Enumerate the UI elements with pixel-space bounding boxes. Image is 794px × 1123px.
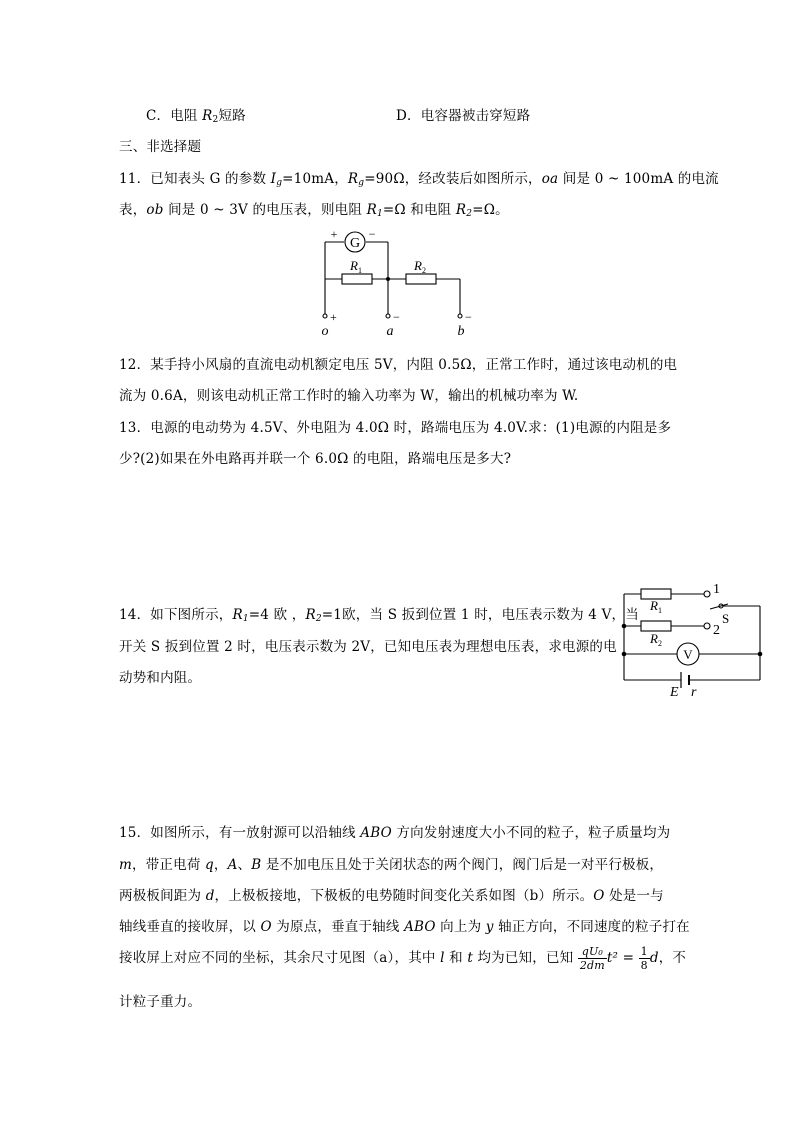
q13-line-2: 少?(2)如果在外电路再并联一个 6.0Ω 的电阻，路端电压是多大? <box>119 451 512 467</box>
section-title: 三、非选择题 <box>119 139 202 155</box>
switch-label: S <box>722 611 730 626</box>
q14-circuit-diagram <box>614 578 774 698</box>
galvanometer-label: G <box>349 236 361 251</box>
option-d: D．电容器被击穿短路 <box>396 108 531 124</box>
q14-line-3: 动势和内阻。 <box>119 670 202 686</box>
r2-label: $R_2$ <box>414 258 426 275</box>
q15-line-5: 接收屏上对应不同的坐标，其余尺寸见图（a），其中 l 和 t 均为已知，已知 $\frac{\text{qU₀}}{2dm}$ t² = $\frac{1}{8}$ d，不 <box>119 945 687 972</box>
q11-line-2: 表，ob 间是 0 ~ 3V 的电压表，则电阻 $R_1=\Omega$ 和电阻 $R_2=\Omega$。 <box>119 202 509 219</box>
formula-one-eighth: $\frac{1}{8}$ <box>640 945 648 972</box>
resistor-r2-icon <box>406 274 436 284</box>
b-sign: − <box>465 310 472 324</box>
r1-label: $R_1$ <box>350 258 362 275</box>
position-1-label: 1 <box>713 582 720 597</box>
r2-label: $R_2$ <box>650 631 662 648</box>
formula-qu0-over-2dm: $\frac{\text{qU₀}}{2dm}$ <box>579 945 605 972</box>
q12-line-2: 流为 0.6A，则该电动机正常工作时的输入功率为 W，输出的机械功率为 W. <box>119 388 579 404</box>
emf-label: E <box>670 685 679 698</box>
a-sign: − <box>393 310 400 324</box>
r1-label: $R_1$ <box>650 598 662 615</box>
q14-line-2: 开关 S 扳到位置 2 时，电压表示数为 2V，已知电压表为理想电压表，求电源的电 <box>119 639 617 655</box>
q14-line-1: 14．如下图所示，$R_1=4$ 欧 ，$R_2=1$欧，当 S 扳到位置 1 时，电压表示数为 4 V，当 <box>119 607 639 624</box>
g-minus-sign: − <box>368 227 376 241</box>
contact-2-icon <box>704 623 710 629</box>
resistor-r2-icon <box>641 621 671 631</box>
terminal-b: b <box>457 324 465 339</box>
resistor-r1-icon <box>342 274 372 284</box>
position-2-label: 2 <box>713 623 720 638</box>
q15-line-3: 两极板间距为 d，上极板接地，下极板的电势随时间变化关系如图（b）所示。O 处是一与 <box>119 888 664 904</box>
q15-line-1: 15．如图所示，有一放射源可以沿轴线 ABO 方向发射速度大小不同的粒子，粒子质量均为 <box>119 825 671 841</box>
voltmeter-label: V <box>683 647 693 662</box>
q15-line-6: 计粒子重力。 <box>119 994 202 1010</box>
q15-line-2: m，带正电荷 q，A、B 是不加电压且处于关闭状态的两个阀门，阀门后是一对平行极板， <box>119 857 664 873</box>
q13-line-1: 13．电源的电动势为 4.5V、外电阻为 4.0Ω 时，路端电压为 4.0V.求：(1)电源的内阻是多 <box>119 420 672 436</box>
contact-1-icon <box>704 591 710 597</box>
q11-circuit-diagram <box>300 222 490 340</box>
q15-line-4: 轴线垂直的接收屏，以 O 为原点，垂直于轴线 ABO 向上为 y 轴正方向，不同速度的粒子打在 <box>119 919 690 935</box>
o-sign: + <box>330 310 337 324</box>
q11-line-1: 11．已知表头 G 的参数 $I_g=10mA$，$R_g=90\Omega$，经改装后如图所示，oa 间是 0 ~ 100mA 的电流 <box>119 171 719 188</box>
g-plus-sign: + <box>330 227 338 241</box>
option-c: C．电阻 $R_2$短路 <box>146 108 246 125</box>
terminal-a: a <box>386 324 394 339</box>
q12-line-1: 12．某手持小风扇的直流电动机额定电压 5V，内阻 0.5Ω，正常工作时，通过该电动机的电 <box>119 357 678 373</box>
terminal-o: o <box>321 324 329 339</box>
internal-r-label: r <box>691 685 697 698</box>
